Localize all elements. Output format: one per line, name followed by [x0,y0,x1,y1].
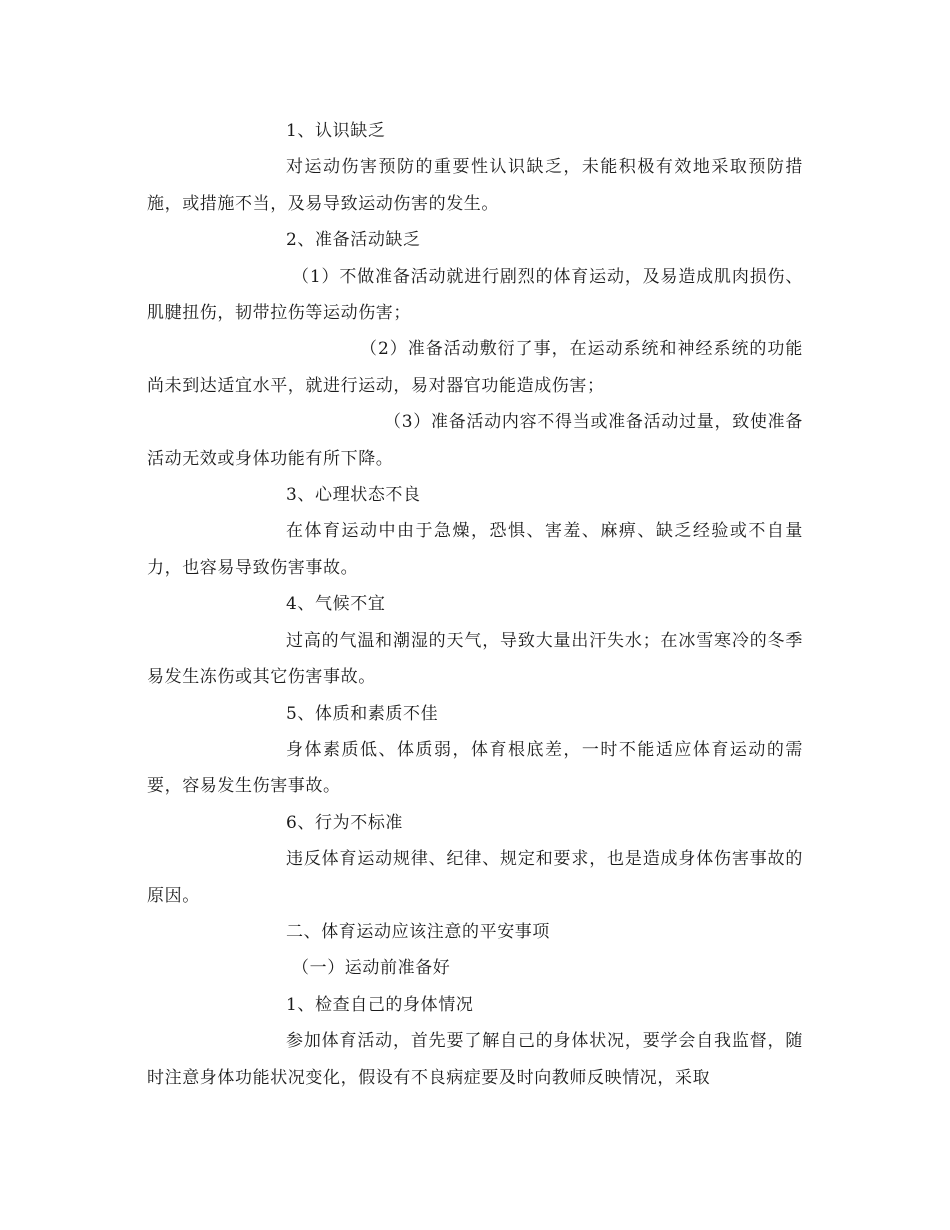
paragraph-9: 参加体育活动，首先要了解自己的身体状况，要学会自我监督，随时注意身体功能状况变化，假设有不良病症要及时向教师反映情况，采取 [147,1031,803,1088]
section-heading-6: 6、行为不标准 [286,812,404,833]
paragraph-5: 在体育运动中由于急燥，恐惧、害羞、麻痹、缺乏经验或不自量力，也容易导致伤害事故。 [147,521,803,578]
section-heading-5: 5、体质和素质不佳 [286,703,439,724]
subsection-heading: （一）运动前准备好 [292,958,451,979]
section-heading-3: 3、心理状态不良 [286,485,421,506]
paragraph-6: 过高的气温和潮湿的天气，导致大量出汗失水；在冰雪寒冷的冬季易发生冻伤或其它伤害事故。 [147,630,803,688]
section-heading-4: 4、气候不宜 [286,594,386,615]
paragraph-7: 身体素质低、体质弱，体育根底差，一时不能适应体育运动的需要，容易发生伤害事故。 [147,739,803,797]
section-heading-1: 1、认识缺乏 [286,121,386,141]
paragraph-2: （1）不做准备活动就进行剧烈的体育运动，及易造成肌肉损伤、肌腱扭伤，韧带拉伤等运动伤害； [147,266,803,324]
section-heading-7: 1、检查自己的身体情况 [286,994,474,1015]
paragraph-1: 对运动伤害预防的重要性认识缺乏，未能积极有效地采取预防措施，或措施不当，及易导致运动伤害的发生。 [147,157,803,214]
section-heading-2: 2、准备活动缺乏 [286,230,421,251]
document-body [147,113,803,1096]
paragraph-8: 违反体育运动规律、纪律、规定和要求，也是造成身体伤害事故的原因。 [147,849,803,906]
paragraph-4: （3）准备活动内容不得当或准备活动过量，致使准备活动无效或身体功能有所下降。 [147,412,803,469]
paragraph-3: （2）准备活动敷衍了事，在运动系统和神经系统的功能尚未到达适宜水平，就进行运动，易对器官功能造成伤害； [147,339,803,396]
chapter-heading: 二、体育运动应该注意的平安事项 [286,921,550,942]
